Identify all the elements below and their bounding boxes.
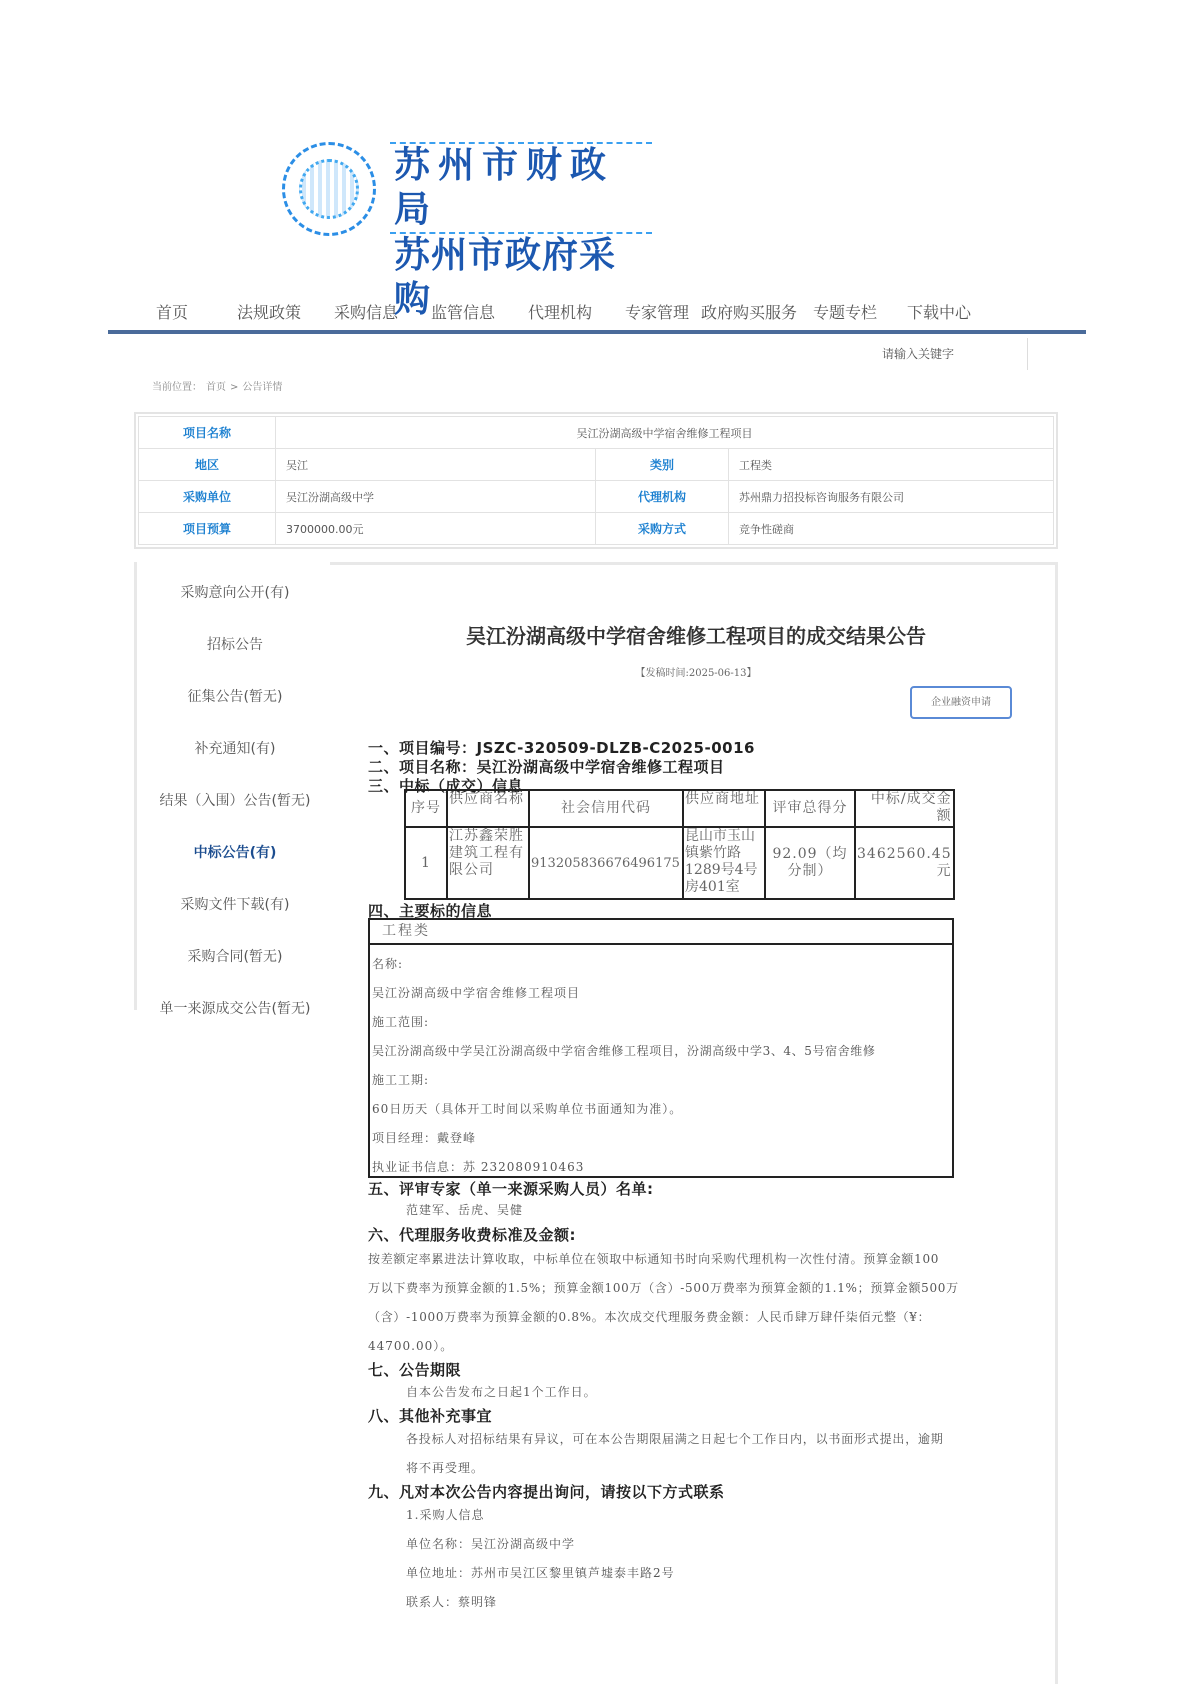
method-label: 采购方式	[596, 513, 729, 545]
contact-person: 联系人：蔡明锋	[406, 1595, 498, 1609]
agency-label: 代理机构	[596, 481, 729, 513]
subject-manager: 项目经理：戴登峰	[372, 1131, 477, 1145]
fee-line-1: 按差额定率累进法计算收取，中标单位在领取中标通知书时向采购代理机构一次性付清。预算金额100	[368, 1252, 940, 1266]
breadcrumb-separator: >	[230, 382, 239, 393]
content-border-right	[1055, 562, 1058, 1684]
project-info-table	[134, 412, 1058, 549]
budget-value: 3700000.00元	[276, 513, 596, 545]
section-4-heading: 四、主要标的信息	[368, 902, 493, 920]
section-2-heading: 二、项目名称：吴江汾湖高级中学宿舍维修工程项目	[368, 758, 725, 776]
nav-item-home[interactable]: 首页	[155, 303, 188, 322]
nav-item-experts[interactable]: 专家管理	[625, 303, 690, 322]
award-credit-code: 913205836676496175	[529, 827, 683, 899]
main-nav	[108, 296, 1086, 334]
award-header-address: 供应商地址	[683, 790, 765, 827]
section-5-heading: 五、评审专家（单一来源采购人员）名单:	[368, 1180, 654, 1198]
side-item-contract[interactable]: 采购合同(暂无)	[187, 949, 283, 965]
section-6-heading: 六、代理服务收费标准及金额:	[368, 1226, 576, 1244]
nav-divider	[108, 330, 1086, 334]
side-item-collection[interactable]: 征集公告(暂无)	[187, 689, 283, 705]
breadcrumb-home[interactable]: 首页	[206, 382, 226, 393]
other-line-1: 各投标人对招标结果有异议，可在本公告期限届满之日起七个工作日内，以书面形式提出，逾期	[406, 1432, 944, 1446]
breadcrumb	[152, 378, 286, 393]
region-value: 吴江	[276, 449, 596, 481]
section-7-heading: 七、公告期限	[368, 1361, 462, 1379]
award-header-credit-code: 社会信用代码	[529, 790, 683, 827]
award-supplier: 江苏鑫荣胜建筑工程有限公司	[447, 827, 529, 899]
side-item-docs-download[interactable]: 采购文件下载(有)	[180, 897, 290, 913]
purchaser-label: 采购单位	[139, 481, 276, 513]
other-line-2: 将不再受理。	[406, 1461, 485, 1475]
subject-license: 执业证书信息：苏 232080910463	[372, 1160, 585, 1174]
finance-apply-button[interactable]: 企业融资申请	[910, 686, 1012, 719]
section-3-heading: 三、中标（成交）信息	[368, 777, 524, 795]
section-9-heading: 九、凡对本次公告内容提出询问，请按以下方式联系	[368, 1483, 725, 1501]
side-item-award[interactable]: 中标公告(有)	[193, 845, 277, 861]
side-item-supplement[interactable]: 补充通知(有)	[194, 741, 276, 757]
subject-name: 吴江汾湖高级中学宿舍维修工程项目	[372, 986, 581, 1000]
nav-item-topics[interactable]: 专题专栏	[813, 303, 878, 322]
budget-label: 项目预算	[139, 513, 276, 545]
nav-item-regulations[interactable]: 法规政策	[237, 303, 302, 322]
logo-line-2: 苏州市政府采购	[394, 235, 617, 320]
project-name-label: 项目名称	[139, 417, 276, 449]
award-amount: 3462560.45元	[855, 827, 954, 899]
subject-period-label: 施工工期:	[372, 1073, 430, 1087]
subject-scope: 吴江汾湖高级中学吴江汾湖高级中学宿舍维修工程项目，汾湖高级中学3、4、5号宿舍维修	[372, 1044, 876, 1058]
region-label: 地区	[139, 449, 276, 481]
side-item-single-source[interactable]: 单一来源成交公告(暂无)	[159, 1001, 311, 1017]
side-item-shortlist[interactable]: 结果（入围）公告(暂无)	[159, 793, 311, 809]
section-1-heading: 一、项目编号：JSZC-320509-DLZB-C2025-0016	[368, 739, 755, 757]
nav-item-agencies[interactable]: 代理机构	[528, 303, 593, 322]
fee-line-4: 44700.00）。	[368, 1339, 454, 1353]
project-name-value: 吴江汾湖高级中学宿舍维修工程项目	[276, 417, 1054, 449]
article-title: 吴江汾湖高级中学宿舍维修工程项目的成交结果公告	[466, 624, 926, 648]
emblem-icon	[282, 142, 376, 236]
award-header-index: 序号	[405, 790, 447, 827]
side-menu	[137, 567, 333, 1035]
award-table	[404, 789, 955, 900]
award-header-supplier: 供应商名称	[447, 790, 529, 827]
breadcrumb-prefix: 当前位置：	[152, 382, 202, 393]
agency-value: 苏州鼎力招投标咨询服务有限公司	[729, 481, 1054, 513]
notice-period-text: 自本公告发布之日起1个工作日。	[406, 1385, 597, 1399]
side-item-tender[interactable]: 招标公告	[207, 637, 263, 653]
subject-scope-label: 施工范围:	[372, 1015, 430, 1029]
fee-line-2: 万以下费率为预算金额的1.5%；预算金额100万（含）-500万费率为预算金额的1.1%；预算金额500万	[368, 1281, 959, 1295]
subject-period: 60日历天（具体开工时间以采购单位书面通知为准）。	[372, 1102, 683, 1116]
section-8-heading: 八、其他补充事宜	[368, 1407, 493, 1425]
publish-time: 【发稿时间:2025-06-13】	[635, 668, 757, 679]
contact-unit-address: 单位地址：苏州市吴江区黎里镇芦墟泰丰路2号	[406, 1566, 675, 1580]
content-border-top	[330, 562, 1058, 565]
side-item-intent[interactable]: 采购意向公开(有)	[180, 585, 290, 601]
award-header-score: 评审总得分	[765, 790, 855, 827]
nav-item-procurement-info[interactable]: 采购信息	[334, 303, 399, 322]
award-row	[405, 827, 954, 899]
method-value: 竞争性磋商	[729, 513, 1054, 545]
nav-item-downloads[interactable]: 下载中心	[907, 303, 972, 322]
category-value: 工程类	[729, 449, 1054, 481]
purchaser-value: 吴江汾湖高级中学	[276, 481, 596, 513]
nav-item-supervision[interactable]: 监管信息	[431, 303, 496, 322]
award-index: 1	[405, 827, 447, 899]
category-label: 类别	[596, 449, 729, 481]
logo-line-1: 苏州市财政局	[390, 142, 652, 234]
contact-heading: 1.采购人信息	[406, 1508, 485, 1522]
award-address: 昆山市玉山镇紫竹路1289号4号房401室	[683, 827, 765, 899]
search-input[interactable]: 请输入关键字	[858, 338, 1028, 370]
subject-info-box	[368, 918, 954, 1178]
subject-type: 工程类	[370, 920, 952, 945]
fee-line-3: （含）-1000万费率为预算金额的0.8%。本次成交代理服务费金额：人民币肆万肆仟柒佰元整（¥：	[368, 1310, 931, 1324]
contact-unit-name: 单位名称：吴江汾湖高级中学	[406, 1537, 576, 1551]
award-header-amount: 中标/成交金额	[855, 790, 954, 827]
award-score: 92.09（均分制）	[765, 827, 855, 899]
breadcrumb-current: 公告详情	[242, 382, 283, 393]
nav-item-gov-services[interactable]: 政府购买服务	[700, 303, 797, 322]
experts-list: 范建军、岳虎、吴健	[406, 1203, 524, 1217]
subject-name-label: 名称:	[372, 957, 404, 971]
